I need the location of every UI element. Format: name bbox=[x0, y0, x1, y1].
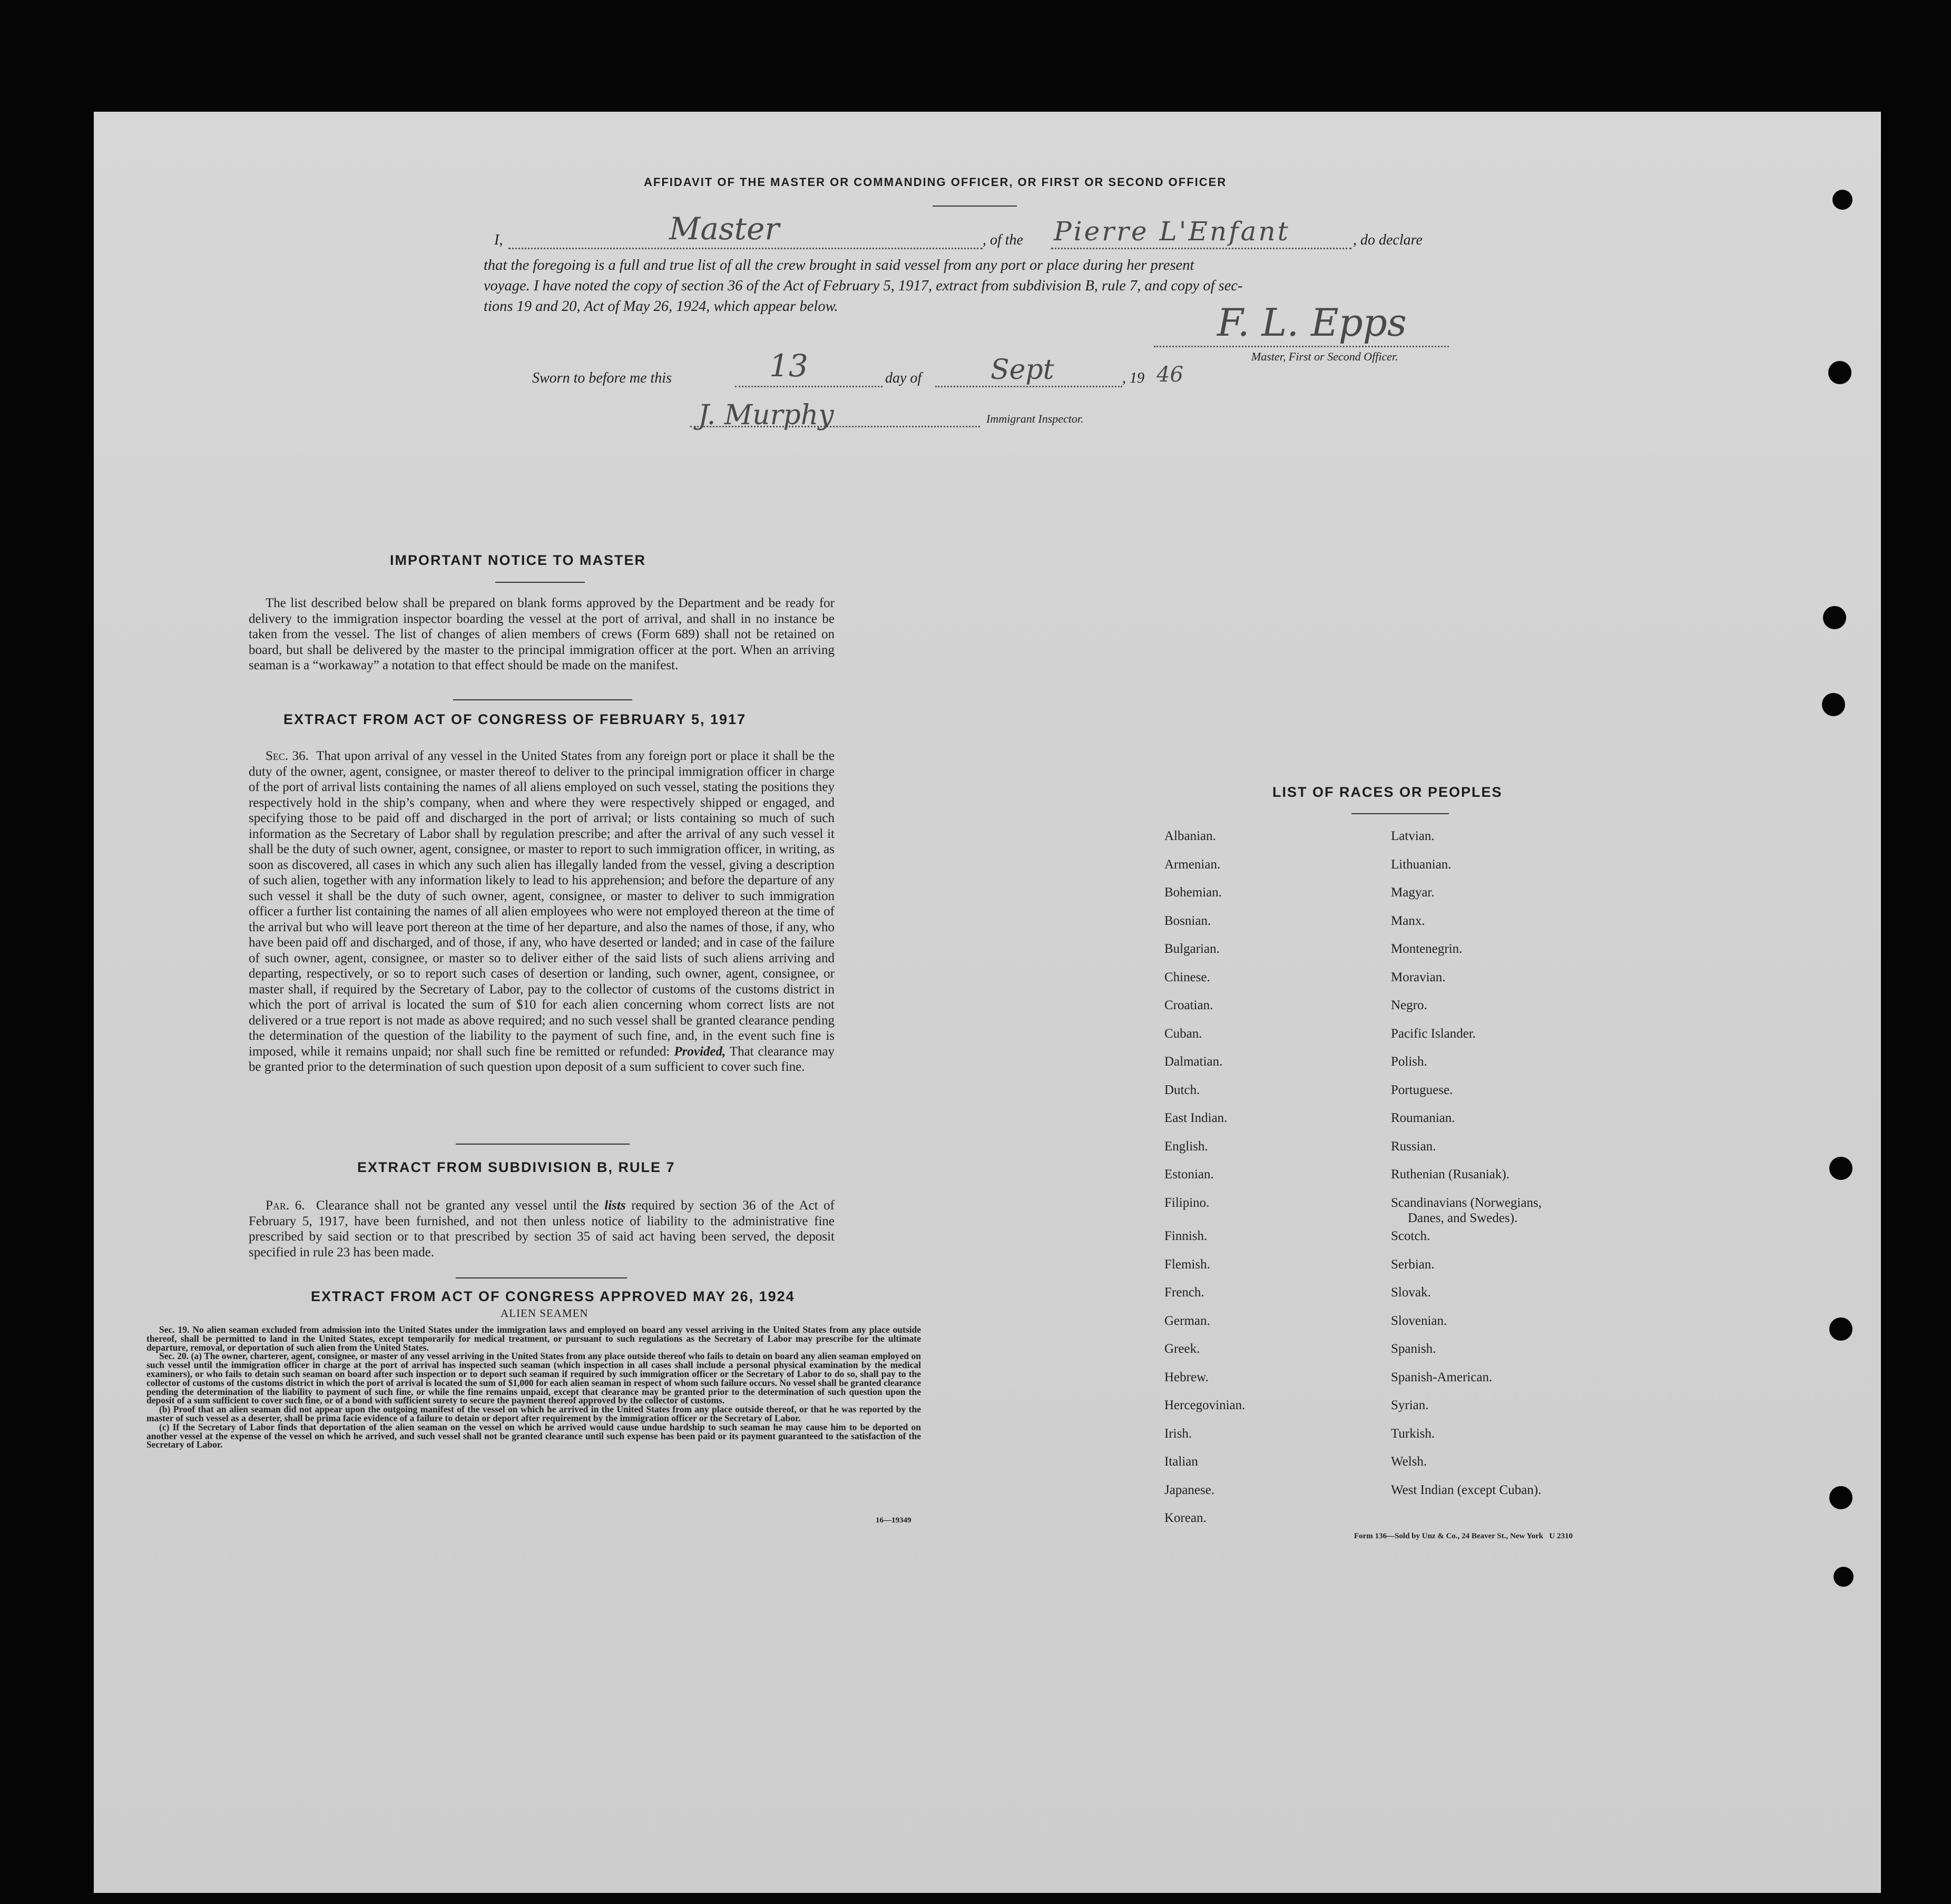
race-item: Flemish. bbox=[1164, 1257, 1210, 1272]
officer-label: Master, First or Second Officer. bbox=[1251, 350, 1398, 363]
inspector-handwriting: J. Murphy bbox=[698, 399, 834, 431]
race-item: Chinese. bbox=[1164, 970, 1210, 984]
race-item: Filipino. bbox=[1164, 1195, 1210, 1210]
notice-title: IMPORTANT NOTICE TO MASTER bbox=[390, 552, 646, 568]
extract-1917-divider-top bbox=[453, 699, 632, 700]
section-label: Sec. 36. bbox=[266, 749, 309, 763]
races-divider bbox=[1351, 813, 1449, 814]
affidavit-line-1 bbox=[494, 232, 503, 249]
race-item: Cuban. bbox=[1164, 1026, 1202, 1041]
rule-7-text-b: required by section 36 of the Act of February 5, 1917, have been furnished, and not then unless notice of liability to the administrative fine prescribed by said section or to that prescribed by section 35 of said act having been served, the deposit specified in rule 23 has been made. bbox=[249, 1198, 835, 1259]
race-item: Syrian. bbox=[1391, 1398, 1429, 1412]
race-item: French. bbox=[1164, 1285, 1204, 1300]
rule-7-divider bbox=[456, 1277, 627, 1278]
extract-1917-text bbox=[249, 748, 835, 1075]
punch-hole bbox=[1828, 361, 1851, 384]
race-item: East Indian. bbox=[1164, 1111, 1228, 1125]
day-field[interactable] bbox=[735, 386, 883, 387]
extract-1924-title: EXTRACT FROM ACT OF CONGRESS APPROVED MAY 26, 1924 bbox=[311, 1288, 795, 1304]
affidavit-line-3: voyage. I have noted the copy of section 36 of the Act of February 5, 1917, extract from subdivision B, rule 7, and copy of sec- bbox=[484, 278, 1243, 294]
punch-hole bbox=[1829, 1486, 1852, 1509]
race-item: Montenegrin. bbox=[1391, 942, 1463, 956]
paragraph-label: Par. 6. bbox=[266, 1198, 305, 1213]
punch-hole bbox=[1822, 693, 1845, 716]
officer-signature-field[interactable] bbox=[1154, 346, 1449, 347]
race-item: Ruthenian (Rusaniak). bbox=[1391, 1167, 1509, 1182]
race-item: Lithuanian. bbox=[1391, 857, 1452, 872]
sworn-label: Sworn to before me this bbox=[532, 370, 672, 386]
inspector-label: Immigrant Inspector. bbox=[986, 412, 1084, 425]
day-handwriting: 13 bbox=[769, 348, 808, 384]
race-item: Negro. bbox=[1391, 998, 1427, 1012]
race-item: Albanian. bbox=[1164, 829, 1216, 843]
extract-1917-title: EXTRACT FROM ACT OF CONGRESS OF FEBRUARY 5, 1917 bbox=[283, 711, 747, 727]
day-of-label: day of bbox=[885, 370, 922, 386]
punch-hole bbox=[1829, 1157, 1852, 1180]
rule-7-title: EXTRACT FROM SUBDIVISION B, RULE 7 bbox=[357, 1159, 675, 1175]
race-item: Portuguese. bbox=[1391, 1082, 1453, 1097]
race-item: Dalmatian. bbox=[1164, 1054, 1223, 1069]
race-item: Hebrew. bbox=[1164, 1370, 1209, 1384]
race-item: Slovenian. bbox=[1391, 1313, 1447, 1328]
race-item: Russian. bbox=[1391, 1139, 1436, 1154]
master-handwriting: Master bbox=[669, 211, 780, 247]
of-the-label: , of the bbox=[983, 232, 1023, 248]
race-item: Welsh. bbox=[1391, 1454, 1427, 1469]
notice-paragraph: The list described below shall be prepared on blank forms approved by the Department and be ready for delivery to the immigration inspector boarding the vessel at the port of arrival, and shall in no instance be taken from the vessel. The list of changes of alien members of crews (Form 689) shall not be retained on board, but shall be delivered by the master to the principal immigration officer at the port. When an arriving seaman is a “workaway” a notation to that effect should be made on the manifest. bbox=[249, 596, 835, 672]
rule-7-text-a: Clearance shall not be granted any vessel until the bbox=[316, 1198, 599, 1213]
race-item: Serbian. bbox=[1391, 1257, 1435, 1272]
race-item: Slovak. bbox=[1391, 1285, 1431, 1300]
rule-7-text bbox=[249, 1198, 835, 1260]
race-item: Turkish. bbox=[1391, 1426, 1435, 1441]
form-code: 16—19349 bbox=[876, 1516, 911, 1525]
year-handwriting: 46 bbox=[1156, 363, 1183, 387]
section-20a-text: Sec. 20. (a) The owner, charterer, agent, consignee, or master of any vessel arriving in the United States from any place outside thereof who fails to detain on board any alien seaman employed on such vessel until the immigration officer in charge at the port of arrival has inspected such seaman (which inspection in all cases shall include a personal physical examination by the medical examiners), or who fails to detain such seaman on board after such inspection or to deport such seaman if required by such immigration officer or the Secretary of Labor to do so, shall pay to the collector of customs of the customs district in which the port of arrival is located the sum of $1,000 for each alien seaman in respect of whom such failure occurs. No vessel shall be granted clearance pending the determination of the liability to payment of such fine, or while the fine remains unpaid, except that clearance may be granted prior to the determination of such question upon the deposit of a sum sufficient to cover such fine, or of a bond with sufficient surety to secure the payment thereof approved by the collector of customs. bbox=[146, 1351, 921, 1406]
affidavit-title: AFFIDAVIT OF THE MASTER OR COMMANDING OFFICER, OR FIRST OR SECOND OFFICER bbox=[644, 175, 1227, 189]
lists-term: lists bbox=[604, 1198, 626, 1213]
race-item: Latvian. bbox=[1391, 829, 1435, 843]
race-item: Spanish. bbox=[1391, 1342, 1436, 1356]
race-item: Polish. bbox=[1391, 1054, 1427, 1069]
race-item: Japanese. bbox=[1164, 1482, 1215, 1497]
form-sold-note: Form 136—Sold by Unz & Co., 24 Beaver St., New York U 2310 bbox=[1354, 1532, 1573, 1540]
race-item: Magyar. bbox=[1391, 885, 1435, 900]
month-field[interactable] bbox=[935, 386, 1122, 387]
race-item: Bulgarian. bbox=[1164, 942, 1220, 956]
race-item: Dutch. bbox=[1164, 1082, 1200, 1097]
alien-seamen-subtitle: ALIEN SEAMEN bbox=[501, 1307, 589, 1320]
notice-divider bbox=[495, 582, 585, 583]
vessel-handwriting: Pierre L'Enfant bbox=[1054, 216, 1290, 247]
race-item: German. bbox=[1164, 1313, 1210, 1328]
race-item: Scandinavians (Norwegians, bbox=[1391, 1195, 1542, 1210]
races-title: LIST OF RACES OR PEOPLES bbox=[1272, 784, 1503, 800]
race-item: Spanish-American. bbox=[1391, 1370, 1493, 1384]
race-item: Bosnian. bbox=[1164, 913, 1211, 928]
race-item: English. bbox=[1164, 1139, 1208, 1154]
race-item: Armenian. bbox=[1164, 857, 1221, 872]
race-item: Korean. bbox=[1164, 1511, 1207, 1525]
race-item: Danes, and Swedes). bbox=[1408, 1210, 1518, 1225]
race-item: Roumanian. bbox=[1391, 1111, 1455, 1125]
affidavit-line-4: tions 19 and 20, Act of May 26, 1924, which appear below. bbox=[484, 298, 838, 315]
race-item: Finnish. bbox=[1164, 1229, 1208, 1243]
officer-signature: F. L. Epps bbox=[1217, 300, 1407, 345]
race-item: Hercegovinian. bbox=[1164, 1398, 1246, 1412]
race-item: Irish. bbox=[1164, 1426, 1192, 1441]
affidavit-line-2: that the foregoing is a full and true list of all the crew brought in said vessel from any port or place during her present bbox=[484, 257, 1194, 274]
race-item: Greek. bbox=[1164, 1342, 1200, 1356]
race-item: Pacific Islander. bbox=[1391, 1026, 1476, 1041]
section-19-text: Sec. 19. No alien seaman excluded from admission into the United States under the immigration laws and employed on board any vessel arriving in the United States from any place outside thereof, shall be permitted to land in the United States, except temporarily for medical treatment, or pursuant to such regulations as the Secretary of Labor may prescribe for the ultimate departure, removal, or deportation of such alien from the United States. bbox=[146, 1324, 921, 1353]
race-item: Manx. bbox=[1391, 913, 1425, 928]
punch-hole bbox=[1832, 190, 1852, 210]
race-item: West Indian (except Cuban). bbox=[1391, 1482, 1542, 1497]
title-divider bbox=[933, 206, 1017, 207]
race-item: Scotch. bbox=[1391, 1229, 1430, 1243]
section-36-text: That upon arrival of any vessel in the United States from any foreign port or place it shall be the duty of the owner, agent, consignee, or master thereof to deliver to the principal immigration officer in charge of the port of arrival lists containing the names of all aliens employed on such vessel, stating the positions they respectively hold in the ship’s company, when and where they were respectively shipped or engaged, and specifying those to be paid off and discharged in the port of arrival; or lists containing so much of such information as the Secretary of Labor shall by regulation prescribe; and after the arrival of any such vessel it shall be the duty of such owner, agent, consignee, or master to report to such immigration officer, in writing, as soon as discovered, all cases in which any such alien has illegally landed from the vessel, giving a description of such alien, together with any information likely to lead to his apprehension; and before the departure of any such vessel it shall be the duty of such owner, agent, consignee, or master to deliver to such immigration officer a further list containing the names of all alien employees who were not employed thereon at the time of the arrival but who will leave port thereon at the time of her departure, and also the names of those, if any, who have been paid off and discharged, and of those, if any, who have deserted or landed; and in case of the failure of such owner, agent, consignee, or master so to deliver either of the said lists of such aliens arriving and departing, respectively, or so to report such cases of desertion or landing, such owner, agent, consignee, or master shall, if required by the Secretary of Labor, pay to the collector of customs of the customs district in which the port of arrival is located the sum of $10 for each alien concerning whom correct lists are not delivered or a true report is not made as above required; and no such vessel shall be granted clearance pending the determination of the question of the liability to the payment of such fine, and, in the event such fine is imposed, while it remains unpaid; nor shall such fine be remitted or refunded: bbox=[249, 749, 835, 1059]
month-handwriting: Sept bbox=[991, 354, 1054, 386]
year-label: , 19 bbox=[1122, 370, 1144, 386]
punch-hole bbox=[1834, 1567, 1854, 1587]
notice-text bbox=[249, 595, 835, 673]
race-item: Italian bbox=[1164, 1454, 1198, 1469]
race-item: Bohemian. bbox=[1164, 885, 1222, 900]
race-item: Croatian. bbox=[1164, 998, 1213, 1012]
provided-term: Provided, bbox=[674, 1044, 726, 1059]
section-20c-text: (c) If the Secretary of Labor finds that deportation of the alien seaman on the vessel on which he arrived would cause undue hardship to such seaman he may cause him to be deported on another vessel at the expense of the vessel on which he arrived, and such vessel shall not be granted clearance until such expense has been paid or its payment guaranteed to the satisfaction of the Secretary of Labor. bbox=[146, 1421, 921, 1450]
extract-1924-text bbox=[146, 1325, 921, 1449]
punch-hole bbox=[1829, 1317, 1852, 1341]
extract-1917-divider-bottom bbox=[456, 1144, 630, 1145]
section-36-end: That clearance may be granted prior to the determination of such question upon deposit of a sum sufficient to cover such fine. bbox=[249, 1044, 835, 1074]
i-label: I, bbox=[494, 232, 503, 248]
punch-hole bbox=[1823, 606, 1846, 629]
race-item: Moravian. bbox=[1391, 970, 1446, 984]
do-declare-label: , do declare bbox=[1353, 232, 1423, 248]
vessel-name-field[interactable] bbox=[1051, 248, 1351, 249]
section-20b-text: (b) Proof that an alien seaman did not appear upon the outgoing manifest of the vessel on which he arrived in the United States from any place outside thereof, or that he was reported by the master of such vessel as a deserter, shall be prima facie evidence of a failure to detain or deport after requirement by the immigration officer or the Secretary of Labor. bbox=[146, 1404, 921, 1423]
master-name-field[interactable] bbox=[508, 248, 983, 249]
race-item: Estonian. bbox=[1164, 1167, 1214, 1182]
